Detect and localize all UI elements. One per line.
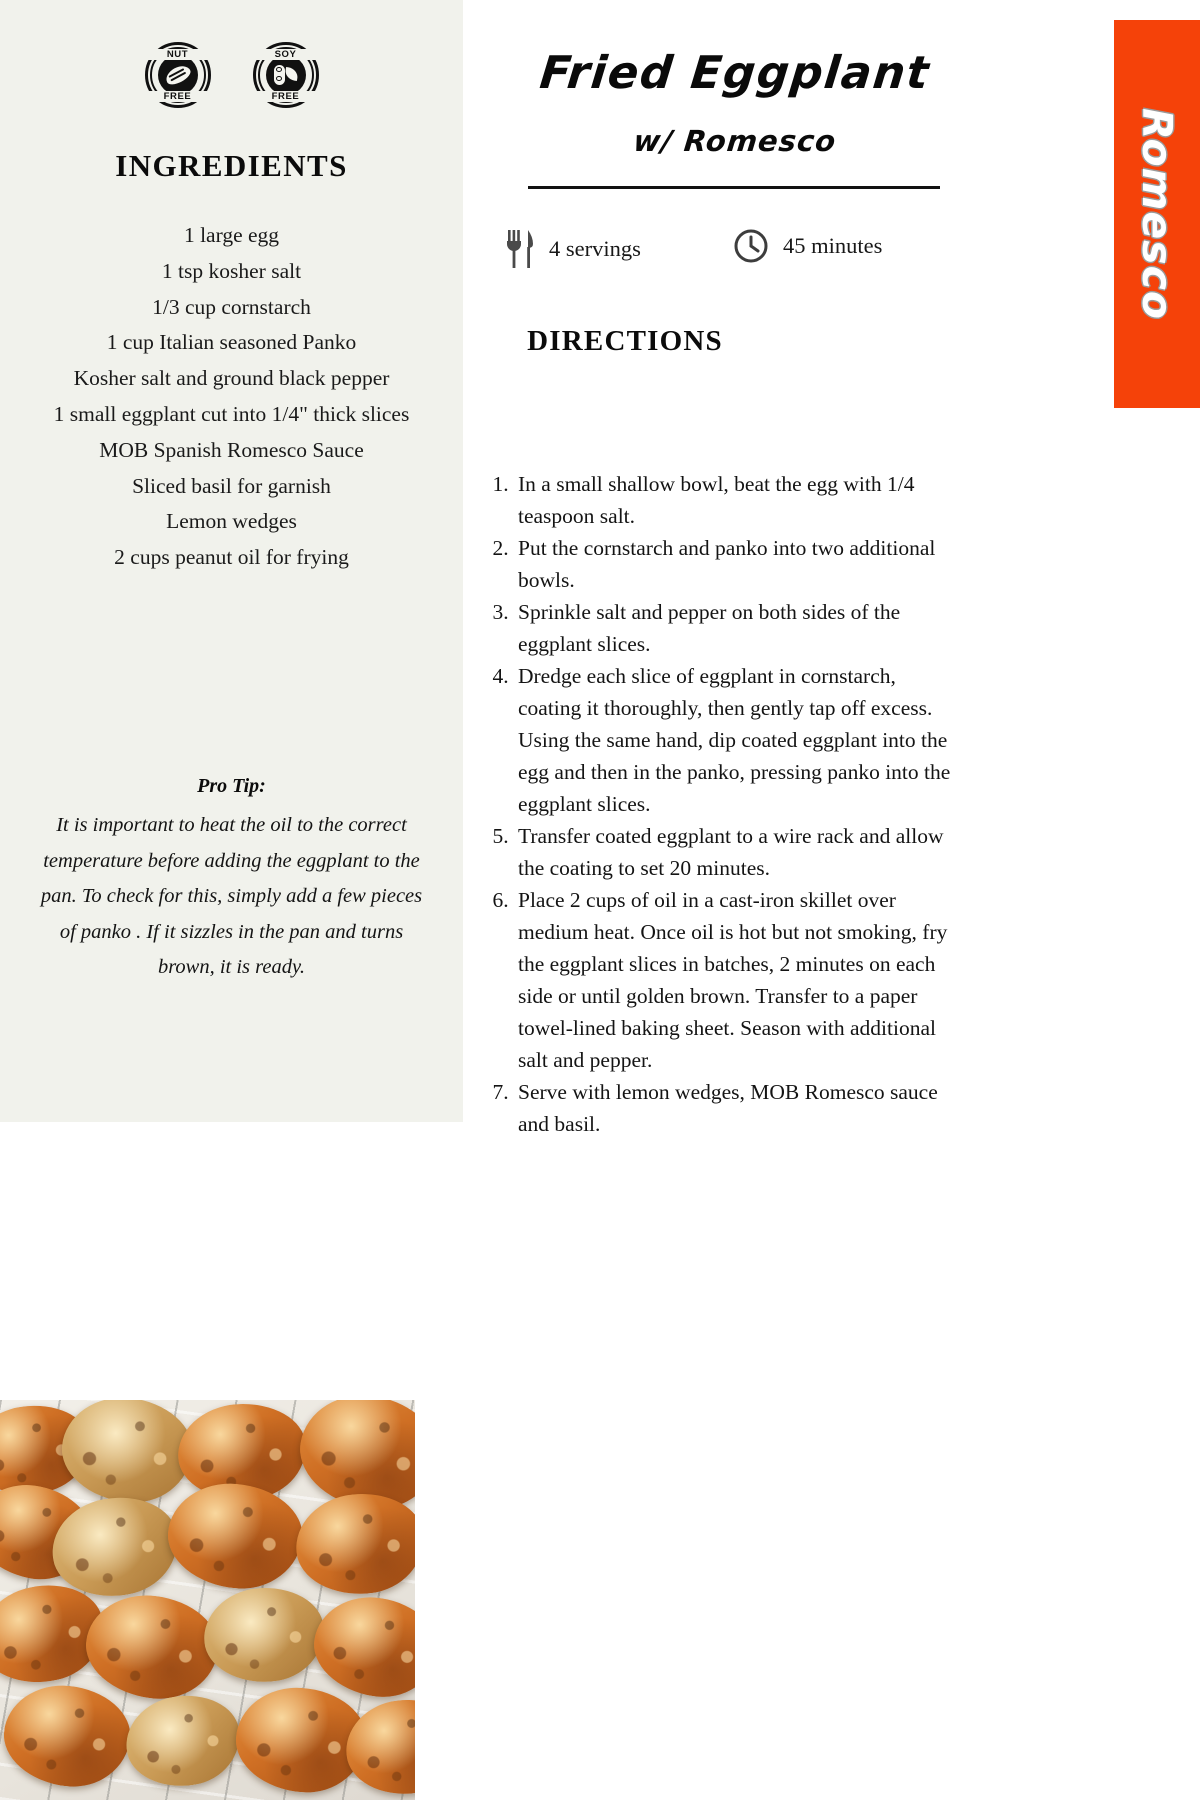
soy-free-badge bbox=[253, 42, 319, 108]
romesco-tab-label: Romesco bbox=[1133, 107, 1181, 321]
pro-tip-body: It is important to heat the oil to the correct temperature before adding the eggplant to the pan. To check for this, simply add a few pieces of panko . If it sizzles in the pan and turns brown, it is ready. bbox=[40, 814, 423, 978]
ingredient-item: 1 large egg bbox=[183, 223, 280, 247]
time-meta bbox=[733, 228, 882, 264]
soy-free-badge-bottom-text: FREE bbox=[253, 91, 319, 102]
directions-list bbox=[488, 468, 962, 1140]
directions-heading: DIRECTIONS bbox=[527, 325, 723, 357]
ingredient-item: Kosher salt and ground black pepper bbox=[73, 366, 390, 391]
soybean-icon bbox=[274, 65, 298, 85]
ingredient-item: Lemon wedges bbox=[166, 509, 297, 534]
title-divider bbox=[528, 186, 940, 189]
ingredient-item: 1 small eggplant cut into 1/4" thick slices bbox=[53, 401, 410, 426]
ingredient-item: 1 tsp kosher salt bbox=[161, 258, 302, 283]
ingredient-item: 1 cup Italian seasoned Panko bbox=[106, 330, 357, 355]
direction-step: 3. Sprinkle salt and pepper on both sides of the eggplant slices. bbox=[514, 596, 962, 660]
time-label: 45 minutes bbox=[783, 233, 883, 258]
servings-label: 4 servings bbox=[549, 236, 641, 261]
clock-icon bbox=[733, 228, 769, 264]
ingredient-item: 1/3 cup cornstarch bbox=[152, 294, 311, 319]
nut-free-badge-bottom-text: FREE bbox=[145, 91, 211, 102]
allergen-badge-group bbox=[0, 42, 463, 108]
ingredient-item: 2 cups peanut oil for frying bbox=[114, 545, 349, 570]
direction-step: 5. Transfer coated eggplant to a wire rack and allow the coating to set 20 minutes. bbox=[514, 820, 962, 884]
ingredient-item: MOB Spanish Romesco Sauce bbox=[99, 437, 364, 462]
ingredients-list bbox=[48, 218, 415, 576]
fork-knife-icon bbox=[505, 228, 535, 270]
direction-step: 6. Place 2 cups of oil in a cast-iron skillet over medium heat. Once oil is hot but not smoking, fry the eggplant slices in batches, 2 minutes on each side or until golden brown. Transfer to a paper towel-lined baking sheet. Season with additional salt and pepper. bbox=[514, 884, 962, 1076]
recipe-subtitle: w/ Romesco bbox=[631, 124, 839, 158]
soy-free-badge-top-text: SOY bbox=[253, 49, 319, 60]
nut-free-badge bbox=[145, 42, 211, 108]
ingredient-item: Sliced basil for garnish bbox=[132, 473, 331, 498]
peanut-icon bbox=[165, 68, 191, 83]
fried-eggplant-photo bbox=[0, 1400, 415, 1800]
recipe-title: Fried Eggplant bbox=[537, 46, 933, 99]
pro-tip-block bbox=[40, 775, 423, 986]
direction-step: 1. In a small shallow bowl, beat the egg with 1/4 teaspoon salt. bbox=[514, 468, 962, 532]
nut-free-badge-top-text: NUT bbox=[145, 49, 211, 60]
ingredients-heading: INGREDIENTS bbox=[115, 148, 348, 183]
servings-meta bbox=[505, 228, 641, 270]
ingredients-items bbox=[48, 218, 415, 576]
recipe-meta-row bbox=[505, 222, 945, 278]
romesco-side-tab bbox=[1114, 20, 1200, 408]
pro-tip-title: Pro Tip: bbox=[197, 775, 266, 797]
direction-step: 7. Serve with lemon wedges, MOB Romesco sauce and basil. bbox=[514, 1076, 962, 1140]
direction-step: 4. Dredge each slice of eggplant in cornstarch, coating it thoroughly, then gently tap off excess. Using the same hand, dip coated eggplant into the egg and then in the panko, pressing panko into the eggplant slices. bbox=[514, 660, 962, 820]
direction-step: 2. Put the cornstarch and panko into two additional bowls. bbox=[514, 532, 962, 596]
ingredients-panel bbox=[0, 0, 463, 1122]
